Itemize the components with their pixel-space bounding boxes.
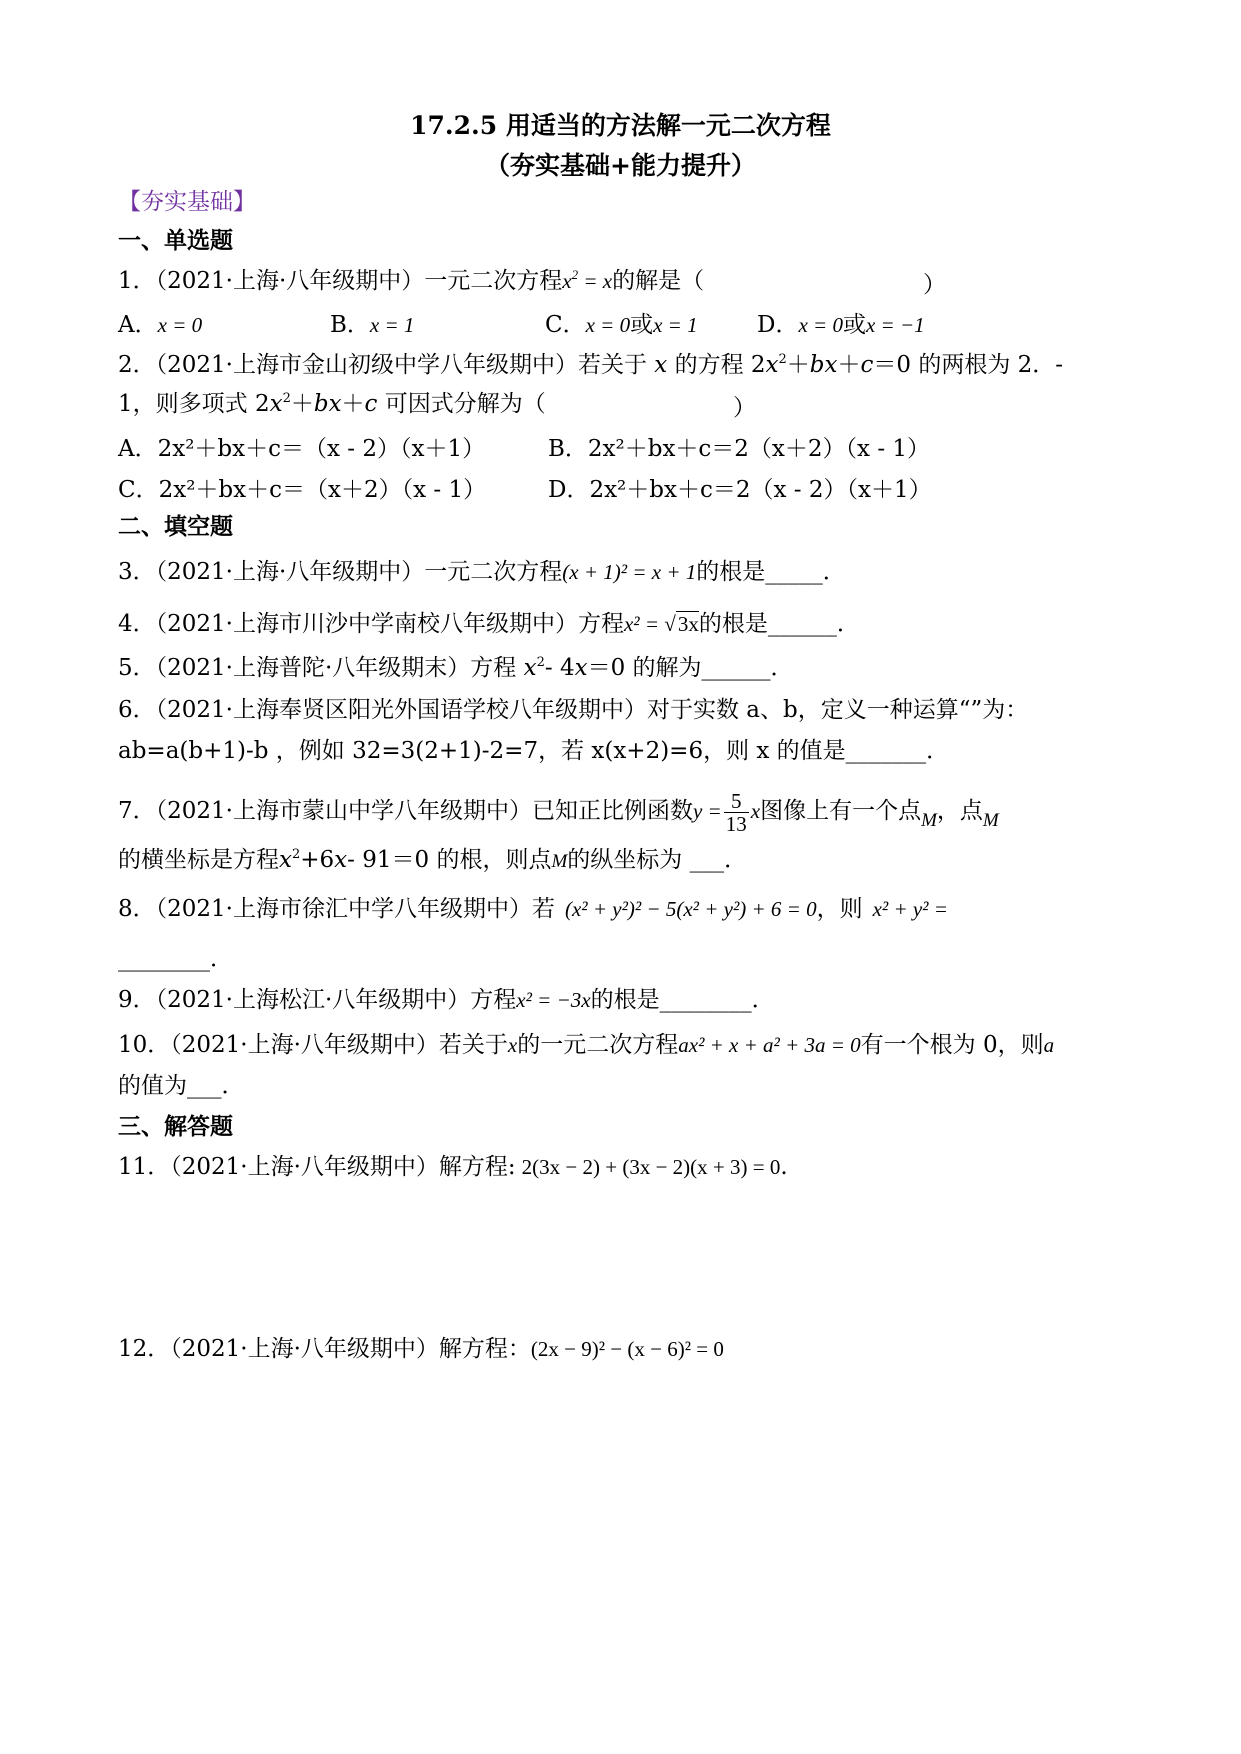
q2-text: 的方程 2 [674, 352, 766, 378]
q10-text-a: 10．（2021·上海·八年级期中）若关于 [118, 1032, 508, 1058]
question-3 [118, 557, 846, 587]
q9-text-b: 的根是________． [590, 987, 775, 1013]
q10-a: a [1043, 1033, 1055, 1057]
q10-text-c: 有一个根为 0，则 [860, 1032, 1044, 1058]
question-10-line2: 的值为___． [118, 1073, 245, 1099]
q3-text-a: 3．（2021·上海·八年级期中）一元二次方程 [118, 559, 563, 585]
option-math: x = 0 [798, 313, 843, 337]
page-subtitle: （夯实基础+能力提升） [485, 151, 756, 180]
q4-equation-radicand: 3x [677, 612, 699, 636]
question-7-line2: 的横坐标是方程$x^2+6x-$ 91＝0 的根，则点M的纵坐标为 ___． [118, 847, 748, 873]
q2-text: ＋ [290, 391, 314, 417]
q7-point-m: M [921, 810, 937, 831]
q7-text: 的横坐标是方程 [118, 847, 279, 873]
q1-option-d[interactable] [757, 306, 925, 339]
q8-text-a: 8．（2021·上海市徐汇中学八年级期中）若 [118, 896, 555, 922]
question-8-blank[interactable]: ________． [118, 946, 233, 972]
q7-text: 的纵坐标为 ___． [567, 847, 748, 873]
q7-y: y = [692, 799, 722, 823]
q2-text: ＋ [837, 352, 861, 378]
q7-fraction [724, 790, 749, 835]
option-math: x = 1 [369, 313, 415, 337]
question-11 [118, 1152, 788, 1182]
option-math: x = 0 [585, 313, 631, 337]
question-1-stem [118, 266, 704, 296]
fraction-numerator: 5 [724, 790, 749, 813]
q2-text: 可因式分解为（ [384, 391, 546, 417]
question-12 [118, 1334, 724, 1364]
question-4 [118, 609, 860, 639]
q11-text-a: 11．（2021·上海·八年级期中）解方程: [118, 1154, 516, 1180]
q11-equation: 2(3x − 2) + (3x − 2)(x + 3) = 0 [521, 1155, 781, 1179]
question-7-line1 [118, 786, 999, 846]
q8-equation: (x² + y²)² − 5(x² + y²) + 6 = 0 [564, 897, 817, 921]
question-6-line1: 6．（2021·上海奉贤区阳光外国语学校八年级期中）对于实数 a、b，定义一种运算“”为： [118, 697, 1029, 723]
q1-equation: $x^2 = x$ [562, 267, 613, 293]
q7-x: x [750, 799, 761, 823]
option-or: 或 [842, 312, 866, 338]
q3-equation: (x + 1)² = x + 1 [562, 560, 697, 584]
q2-text: ＋ [341, 391, 365, 417]
q1-text-b: 的解是（ [612, 268, 705, 294]
fraction-denominator: 13 [725, 811, 747, 836]
q2-option-b[interactable]: B．2x²＋bx＋c＝2（x＋2）（x - 1） [548, 436, 931, 462]
q3-text-b: 的根是_____． [696, 559, 846, 585]
q2-text: ＋ [786, 352, 810, 378]
section-tag [118, 187, 256, 217]
q7-text-a: 7．（2021·上海市蒙山中学八年级期中）已知正比例函数 [118, 798, 693, 824]
q9-text-a: 9．（2021·上海松江·八年级期中）方程 [118, 987, 517, 1013]
q1-bracket-close: ） [923, 272, 946, 298]
q2-option-d[interactable]: D．2x²＋bx＋c＝2（x - 2）（x＋1） [548, 477, 932, 503]
q7-text: +6 [300, 847, 335, 873]
q12-text-a: 12．（2021·上海·八年级期中）解方程： [118, 1336, 531, 1362]
q2-text: 2．（2021·上海市金山初级中学八年级期中）若关于 [118, 352, 647, 378]
q7-text-b: 图像上有一个点 [760, 798, 922, 824]
section-heading-single-choice: 一、单选题 [118, 227, 233, 254]
q7-text: - 91＝0 的根，则点 [347, 847, 552, 873]
option-label: A． [118, 312, 158, 338]
q2-text: 1，则多项式 2 [118, 391, 270, 417]
q4-text-a: 4．（2021·上海市川沙中学南校八年级期中）方程 [118, 611, 624, 637]
option-label: D． [757, 312, 799, 338]
option-label: C． [545, 312, 586, 338]
q2-option-c[interactable]: C．2x²＋bx＋c＝（x＋2）（x - 1） [118, 477, 487, 503]
q7-text-c: ，点 [936, 798, 983, 824]
q2-bracket-close: ） [733, 395, 756, 421]
question-10-line1 [118, 1030, 1054, 1060]
q8-text-b: ，则 [816, 896, 863, 922]
page-title: 17.2.5 用适当的方法解一元二次方程 [410, 111, 831, 140]
q5-text-a: 5．（2021·上海普陀·八年级期末）方程 [118, 655, 517, 681]
q8-expression: x² + y² = [872, 897, 948, 921]
q10-text-b: 的一元二次方程 [517, 1032, 679, 1058]
q4-equation-lhs: x² = [623, 612, 665, 636]
question-2-stem-line1: 2．（2021·上海市金山初级中学八年级期中）若关于 x 的方程 $2x^2+bx+c=0$ 的两根为 2．- [118, 352, 1064, 378]
option-math: x = 0 [157, 313, 203, 337]
q11-text-b: . [780, 1154, 788, 1180]
q10-x: x [507, 1033, 518, 1057]
question-5: 5．（2021·上海普陀·八年级期末）方程 $x^2-$ 4x＝0 的解为______． [118, 655, 794, 681]
q4-text-b: 的根是______． [698, 611, 860, 637]
q2-text: ＝0 的两根为 2．- [873, 352, 1064, 378]
q7-point-m: M [551, 851, 568, 872]
q10-equation: ax² + x + a² + 3a = 0 [678, 1033, 861, 1057]
section-heading-fill-blank: 二、填空题 [118, 513, 233, 540]
option-or: 或 [630, 312, 654, 338]
question-6-line2: ab=a(b+1)-b ，例如 32=3(2+1)-2=7，若 x(x+2)=6，则 x 的值是_______． [118, 738, 950, 764]
q7-point-m: M [982, 810, 999, 831]
q1-option-c[interactable] [545, 306, 698, 339]
option-math: x = −1 [865, 313, 925, 337]
q9-equation: x² = −3x [516, 988, 591, 1012]
q12-equation: (2x − 9)² − (x − 6)² = 0 [530, 1337, 724, 1361]
sqrt-sign: √ [664, 612, 676, 636]
question-2-stem-line2: 1，则多项式 $2x^2+bx+c$ 可因式分解为（ [118, 391, 546, 417]
option-label: B． [330, 312, 370, 338]
section-tag-text: 【夯实基础】 [118, 189, 256, 215]
question-8 [118, 894, 948, 924]
q1-text-a: 1．（2021·上海·八年级期中）一元二次方程 [118, 268, 563, 294]
q5-text-c: ＝0 的解为______． [587, 655, 794, 681]
section-heading-solve: 三、解答题 [118, 1113, 233, 1140]
q5-text-b: - 4 [544, 655, 575, 681]
question-9 [118, 985, 775, 1015]
q1-option-a[interactable] [118, 306, 202, 339]
option-math: x = 1 [653, 313, 698, 337]
q2-option-a[interactable]: A．2x²＋bx＋c＝（x - 2）（x＋1） [118, 436, 486, 462]
q1-option-b[interactable] [330, 306, 414, 339]
